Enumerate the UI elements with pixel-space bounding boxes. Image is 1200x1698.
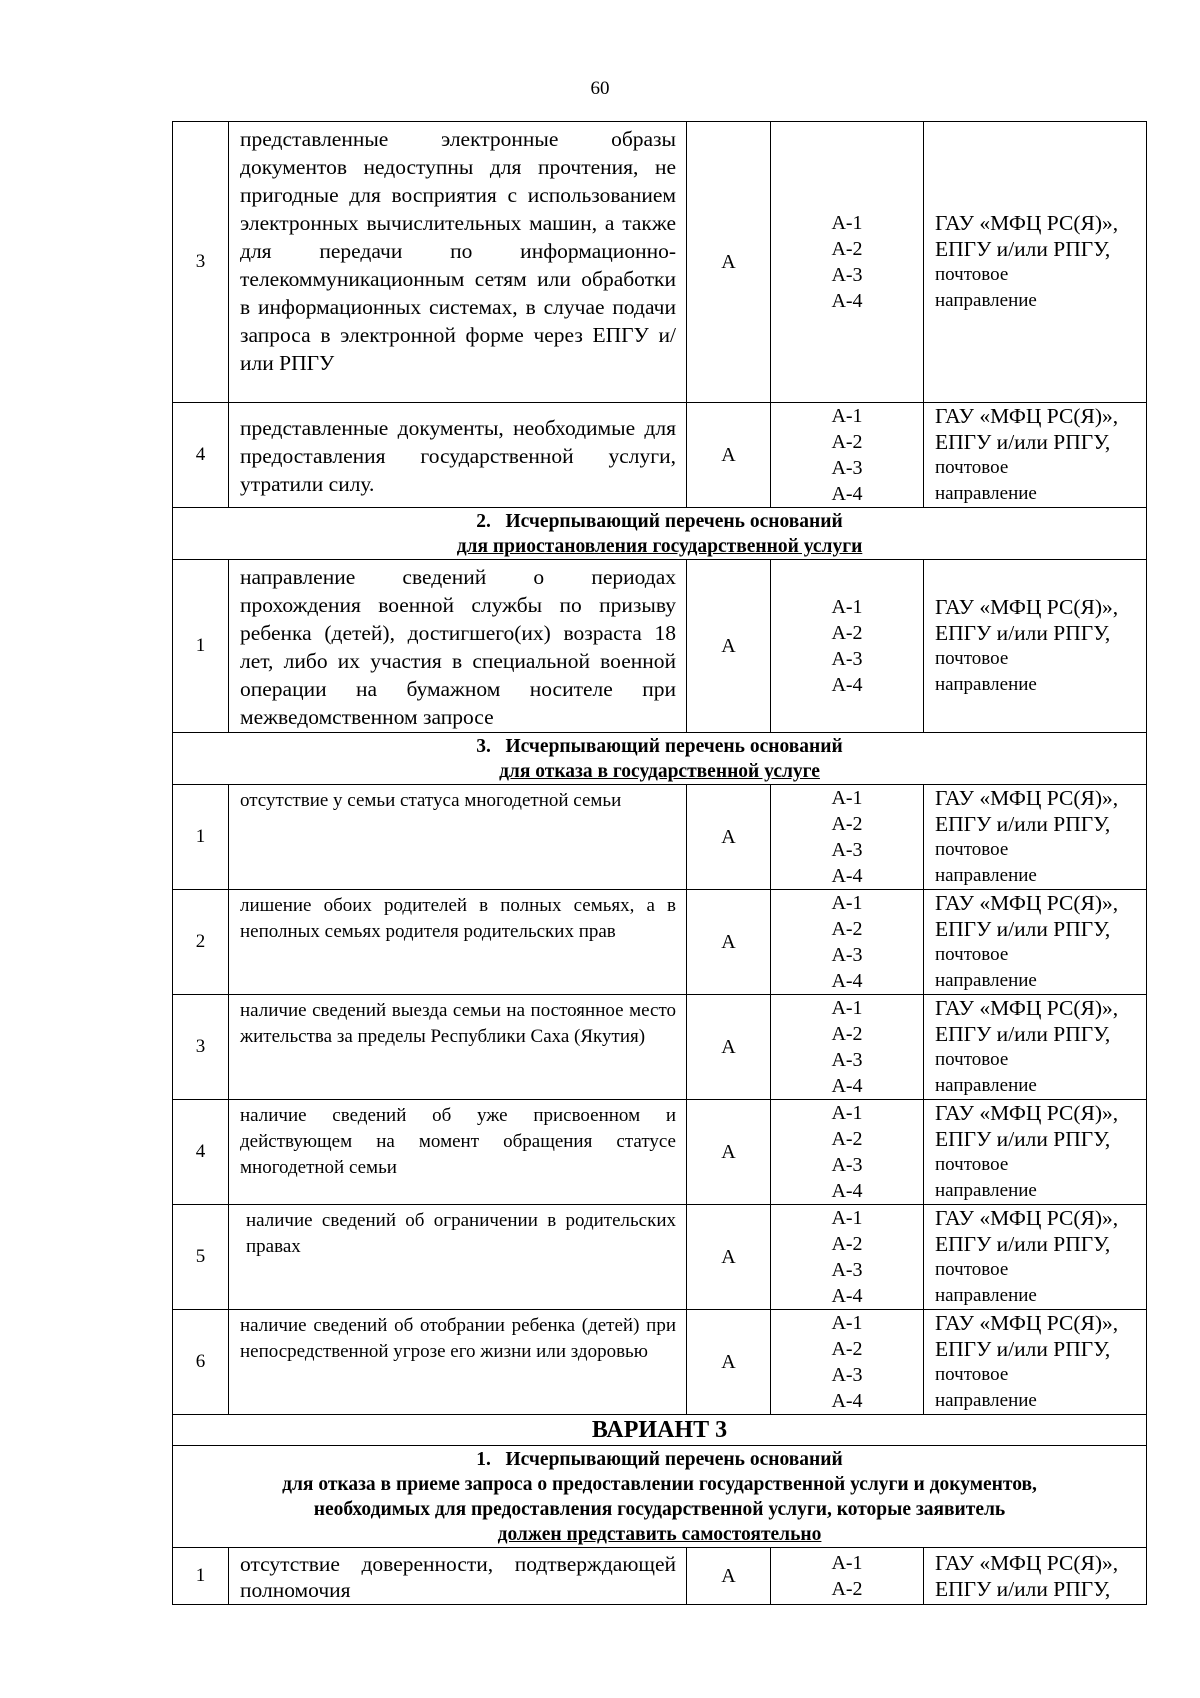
org-line: ГАУ «МФЦ РС(Я)», <box>935 996 1119 1020</box>
code-item: А-2 <box>831 1128 863 1150</box>
org-line: ЕПГУ и/или РПГУ, <box>935 430 1111 454</box>
row-number: 4 <box>173 1100 229 1205</box>
code-item: А-3 <box>831 839 863 861</box>
code-item: А-2 <box>831 1578 863 1600</box>
org-line: ГАУ «МФЦ РС(Я)», <box>935 404 1119 428</box>
row-number: 2 <box>173 890 229 995</box>
code-item: А-3 <box>831 264 863 286</box>
row-description: представленные электронные образы документов недоступны для прочтения, не пригодные для восприятия с использованием электронных вычислительных машин, а также для передачи по информационно-телекоммуникационным сетям или обработки в информационных системах, в случае подачи запроса в электронной форме через ЕПГУ и/или РПГУ <box>229 122 687 403</box>
row-codes <box>771 995 924 1100</box>
row-number: 1 <box>173 1548 229 1605</box>
table-row <box>173 890 1147 995</box>
code-item: А-3 <box>831 1259 863 1281</box>
org-line: почтовое <box>935 264 1009 285</box>
org-line: ЕПГУ и/или РПГУ, <box>935 1232 1111 1256</box>
section-heading-line: 1. Исчерпывающий перечень оснований <box>476 1448 843 1470</box>
section-heading <box>173 508 1147 560</box>
row-number: 5 <box>173 1205 229 1310</box>
code-item: А-3 <box>831 1049 863 1071</box>
code-item: А-4 <box>831 865 863 887</box>
row-letter: А <box>687 890 771 995</box>
row-codes <box>771 1548 924 1605</box>
code-item: А-4 <box>831 1075 863 1097</box>
row-organization <box>924 890 1147 995</box>
table-row <box>173 1310 1147 1415</box>
code-item: А-4 <box>831 290 863 312</box>
org-line: направление <box>935 1075 1037 1096</box>
row-number: 4 <box>173 403 229 508</box>
org-line: ЕПГУ и/или РПГУ, <box>935 1337 1111 1361</box>
org-line: ГАУ «МФЦ РС(Я)», <box>935 1551 1119 1575</box>
row-description: отсутствие у семьи статуса многодетной семьи <box>229 785 687 890</box>
row-number: 6 <box>173 1310 229 1415</box>
org-line: ЕПГУ и/или РПГУ, <box>935 1577 1111 1601</box>
org-line: направление <box>935 1285 1037 1306</box>
org-line: почтовое <box>935 457 1009 478</box>
row-letter: А <box>687 995 771 1100</box>
row-organization <box>924 122 1147 403</box>
table-row <box>173 560 1147 733</box>
row-codes <box>771 1100 924 1205</box>
table-row <box>173 785 1147 890</box>
code-item: А-1 <box>831 1207 863 1229</box>
code-item: А-2 <box>831 431 863 453</box>
org-line: направление <box>935 865 1037 886</box>
row-organization <box>924 1310 1147 1415</box>
section-heading-line: 3. Исчерпывающий перечень оснований <box>476 735 843 757</box>
code-item: А-4 <box>831 1180 863 1202</box>
table-row <box>173 1548 1147 1605</box>
row-codes <box>771 1205 924 1310</box>
code-item: А-4 <box>831 1285 863 1307</box>
row-description: представленные документы, необходимые для предоставления государственной услуги, утратили силу. <box>229 403 687 508</box>
org-line: ЕПГУ и/или РПГУ, <box>935 1127 1111 1151</box>
code-item: А-2 <box>831 813 863 835</box>
code-item: А-3 <box>831 457 863 479</box>
org-line: почтовое <box>935 1364 1009 1385</box>
row-letter: А <box>687 403 771 508</box>
row-number: 1 <box>173 560 229 733</box>
code-item: А-4 <box>831 1390 863 1412</box>
org-line: ГАУ «МФЦ РС(Я)», <box>935 595 1119 619</box>
row-number: 1 <box>173 785 229 890</box>
org-line: направление <box>935 1180 1037 1201</box>
section-heading-line: должен представить самостоятельно <box>497 1523 822 1545</box>
row-letter: А <box>687 1205 771 1310</box>
org-line: ЕПГУ и/или РПГУ, <box>935 237 1111 261</box>
code-item: А-1 <box>831 212 863 234</box>
row-codes <box>771 1310 924 1415</box>
section-heading <box>173 1446 1147 1548</box>
code-item: А-1 <box>831 596 863 618</box>
table-row <box>173 1205 1147 1310</box>
section-header-row <box>173 733 1147 785</box>
row-organization <box>924 1548 1147 1605</box>
code-item: А-4 <box>831 674 863 696</box>
org-line: ГАУ «МФЦ РС(Я)», <box>935 1101 1119 1125</box>
code-item: А-3 <box>831 1154 863 1176</box>
variant-heading: ВАРИАНТ 3 <box>173 1415 1147 1446</box>
section-heading-line: для приостановления государственной услуги <box>456 535 863 557</box>
org-line: направление <box>935 674 1037 695</box>
code-item: А-2 <box>831 918 863 940</box>
variant-row <box>173 1415 1147 1446</box>
org-line: ГАУ «МФЦ РС(Я)», <box>935 891 1119 915</box>
table-row <box>173 403 1147 508</box>
code-item: А-1 <box>831 1312 863 1334</box>
row-description: наличие сведений об отобрании ребенка (детей) при непосредственной угрозе его жизни или здоровью <box>229 1310 687 1415</box>
grounds-table <box>172 121 1147 1605</box>
code-item: А-2 <box>831 1233 863 1255</box>
row-letter: А <box>687 785 771 890</box>
code-item: А-3 <box>831 944 863 966</box>
row-organization <box>924 785 1147 890</box>
section-heading-line: необходимых для предоставления государственной услуги, которые заявитель <box>313 1498 1006 1520</box>
row-organization <box>924 995 1147 1100</box>
org-line: ЕПГУ и/или РПГУ, <box>935 917 1111 941</box>
org-line: направление <box>935 1390 1037 1411</box>
row-codes <box>771 122 924 403</box>
row-description: наличие сведений об ограничении в родительских правах <box>229 1205 687 1310</box>
code-item: А-3 <box>831 648 863 670</box>
code-item: А-4 <box>831 970 863 992</box>
code-item: А-1 <box>831 1102 863 1124</box>
page-number: 60 <box>590 78 610 99</box>
org-line: направление <box>935 970 1037 991</box>
section-heading-line: для отказа в приеме запроса о предоставлении государственной услуги и документов, <box>282 1473 1037 1495</box>
row-organization <box>924 403 1147 508</box>
code-item: А-1 <box>831 787 863 809</box>
row-description: направление сведений о периодах прохождения военной службы по призыву ребенка (детей), достигшего(их) возраста 18 лет, либо их участия в специальной военной операции на бумажном носителе при межведомственном запросе <box>229 560 687 733</box>
org-line: ГАУ «МФЦ РС(Я)», <box>935 1311 1119 1335</box>
row-codes <box>771 560 924 733</box>
table-row <box>173 1100 1147 1205</box>
row-letter: А <box>687 1548 771 1605</box>
code-item: А-1 <box>831 405 863 427</box>
code-item: А-2 <box>831 1338 863 1360</box>
row-description: лишение обоих родителей в полных семьях, а в неполных семьях родителя родительских прав <box>229 890 687 995</box>
table-row <box>173 995 1147 1100</box>
org-line: ЕПГУ и/или РПГУ, <box>935 621 1111 645</box>
row-number: 3 <box>173 995 229 1100</box>
code-item: А-1 <box>831 892 863 914</box>
row-description: отсутствие доверенности, подтверждающей полномочия <box>229 1548 687 1605</box>
code-item: А-3 <box>831 1364 863 1386</box>
row-letter: А <box>687 1310 771 1415</box>
code-item: А-1 <box>831 997 863 1019</box>
row-description: наличие сведений выезда семьи на постоянное место жительства за пределы Республики Саха (Якутия) <box>229 995 687 1100</box>
org-line: почтовое <box>935 1259 1009 1280</box>
org-line: ЕПГУ и/или РПГУ, <box>935 812 1111 836</box>
row-codes <box>771 403 924 508</box>
org-line: ГАУ «МФЦ РС(Я)», <box>935 1206 1119 1230</box>
org-line: почтовое <box>935 648 1009 669</box>
table-row <box>173 122 1147 403</box>
row-organization <box>924 560 1147 733</box>
section-heading-line: 2. Исчерпывающий перечень оснований <box>476 510 843 532</box>
row-codes <box>771 785 924 890</box>
section-heading <box>173 733 1147 785</box>
org-line: направление <box>935 290 1037 311</box>
org-line: ГАУ «МФЦ РС(Я)», <box>935 211 1119 235</box>
row-codes <box>771 890 924 995</box>
org-line: ГАУ «МФЦ РС(Я)», <box>935 786 1119 810</box>
row-description: наличие сведений об уже присвоенном и действующем на момент обращения статусе многодетной семьи <box>229 1100 687 1205</box>
section-header-row <box>173 508 1147 560</box>
section-header-row <box>173 1446 1147 1548</box>
row-letter: А <box>687 560 771 733</box>
org-line: почтовое <box>935 839 1009 860</box>
section-heading-line: для отказа в государственной услуге <box>499 760 820 782</box>
org-line: почтовое <box>935 1154 1009 1175</box>
org-line: ЕПГУ и/или РПГУ, <box>935 1022 1111 1046</box>
org-line: почтовое <box>935 944 1009 965</box>
code-item: А-4 <box>831 483 863 505</box>
code-item: А-2 <box>831 622 863 644</box>
code-item: А-2 <box>831 238 863 260</box>
code-item: А-1 <box>831 1552 863 1574</box>
row-organization <box>924 1205 1147 1310</box>
row-letter: А <box>687 1100 771 1205</box>
code-item: А-2 <box>831 1023 863 1045</box>
row-number: 3 <box>173 122 229 403</box>
row-letter: А <box>687 122 771 403</box>
org-line: почтовое <box>935 1049 1009 1070</box>
row-organization <box>924 1100 1147 1205</box>
org-line: направление <box>935 483 1037 504</box>
